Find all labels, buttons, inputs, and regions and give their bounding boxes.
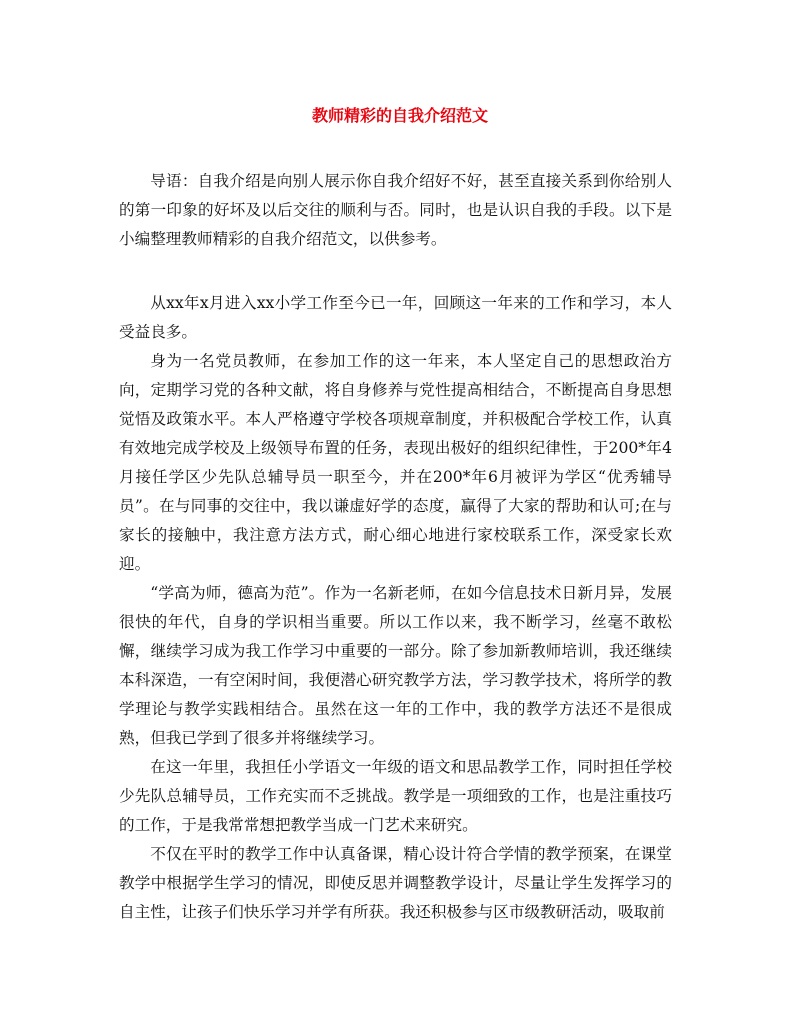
intro-paragraph: 导语：自我介绍是向别人展示你自我介绍好不好，甚至直接关系到你给别人的第一印象的好坏及以后交往的顺利与否。同时，也是认识自我的手段。以下是小编整理教师精彩的自我介绍范文，以供参考。	[119, 172, 672, 248]
document-title: 教师精彩的自我介绍范文	[311, 106, 488, 125]
intro-section	[119, 167, 672, 254]
paragraph-3: “学高为师，德高为范”。作为一名新老师，在如今信息技术日新月异，发展很快的年代，自身的学识相当重要。所以工作以来，我不断学习，丝毫不敢松懈，继续学习成为我工作学习中重要的一部分。除了参加新教师培训，我还继续本科深造，一有空闲时间，我便潜心研究教学方法，学习教学技术，将所学的教学理论与教学实践相结合。虽然在这一年的工作中，我的教学方法还不是很成熟，但我已学到了很多并将继续学习。	[119, 584, 672, 747]
main-content	[119, 289, 672, 927]
paragraph-2: 身为一名党员教师，在参加工作的这一年来，本人坚定自己的思想政治方向，定期学习党的各种文献，将自身修养与党性提高相结合，不断提高自身思想觉悟及政策水平。本人严格遵守学校各项规章制度，并积极配合学校工作，认真有效地完成学校及上级领导布置的任务，表现出极好的组织纪律性，于200*年4月接任学区少先队总辅导员一职至今，并在200*年6月被评为学区“优秀辅导员”。在与同事的交往中，我以谦虚好学的态度，赢得了大家的帮助和认可;在与家长的接触中，我注意方法方式，耐心细心地进行家校联系工作，深受家长欢迎。	[119, 352, 672, 573]
paragraph-4: 在这一年里，我担任小学语文一年级的语文和思品教学工作，同时担任学校少先队总辅导员，工作充实而不乏挑战。教学是一项细致的工作，也是注重技巧的工作，于是我常常想把教学当成一门艺术来研究。	[119, 758, 672, 834]
paragraph-1: 从xx年x月进入xx小学工作至今已一年，回顾这一年来的工作和学习，本人受益良多。	[119, 294, 672, 341]
paragraph-5: 不仅在平时的教学工作中认真备课，精心设计符合学情的教学预案，在课堂教学中根据学生学习的情况，即使反思并调整教学设计，尽量让学生发挥学习的自主性，让孩子们快乐学习并学有所获。我还积极参与区市级教研活动，吸取前	[119, 845, 672, 921]
